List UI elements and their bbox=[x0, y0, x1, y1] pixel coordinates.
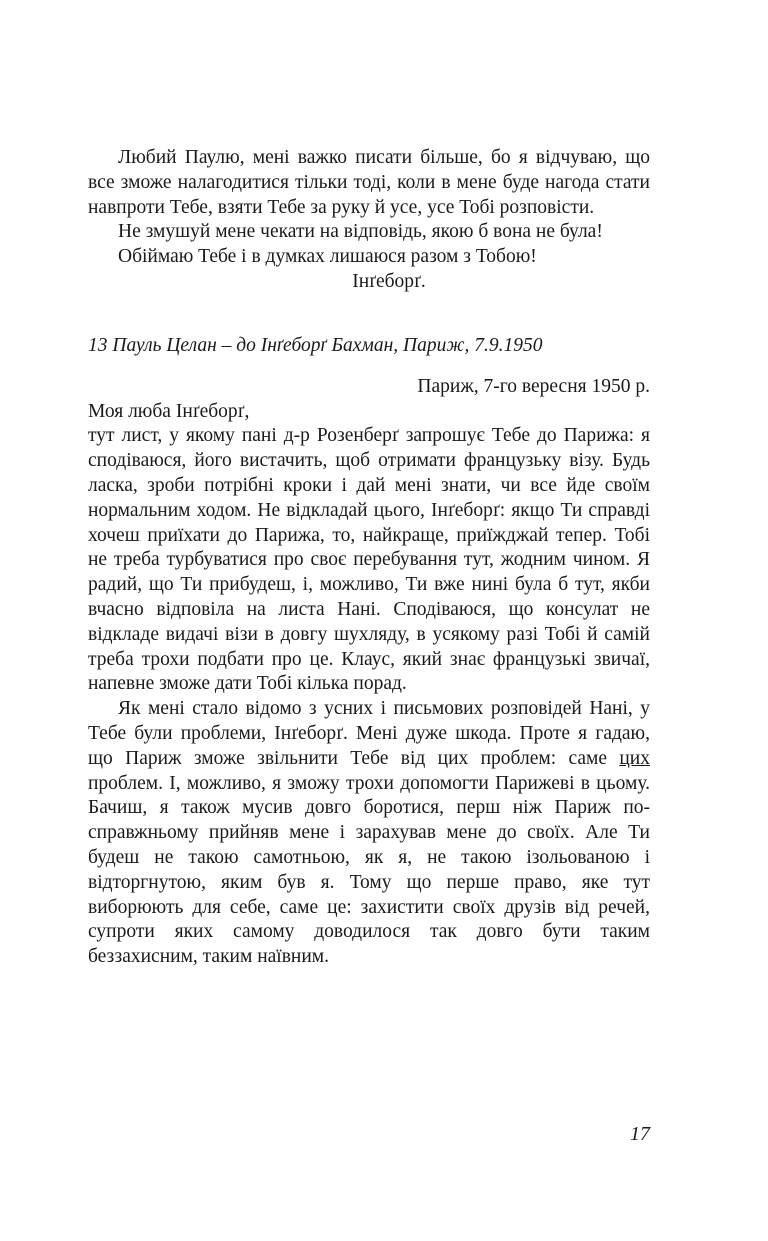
underlined-word: цих bbox=[619, 747, 650, 769]
letter-heading: 13 Пауль Целан – до Інґеборґ Бахман, Париж, 7.9.1950 bbox=[88, 334, 543, 356]
letter-paragraph bbox=[88, 697, 650, 970]
letter-paragraph: тут лист, у якому пані д-р Розенберґ запрошує Тебе до Парижа: я сподіваюся, його вистачить, щоб отримати французьку візу. Будь ласка, зроби потрібні кроки і дай мені знати, чи все йде своїм нормальним ходом. Не відкладай цього, Інґеборґ: якщо Ти справді хочеш приїхати до Парижа, то, найкраще, приїжджай тепер. Тобі не треба турбуватися про своє перебування тут, жодним чином. Я радий, що Ти прибудеш, і, можливо, Ти вже нині була б тут, якби вчасно відповіла на листа Нані. Сподіваюся, що консулат не відкладе видачі візи в довгу шухляду, в усякому разі Тобі й самій треба трохи подбати про це. Клаус, який знає французькі звичаї, напевне зможе дати Тобі кілька порад. bbox=[88, 425, 650, 695]
page-number: 17 bbox=[630, 1123, 650, 1145]
letter-paragraph: Любий Паулю, мені важко писати більше, бо я відчуваю, що все зможе налагодитися тільки тоді, коли в мене буде нагода стати навпроти Тебе, взяти Тебе за руку й усе, усе Тобі розповісти. bbox=[88, 147, 650, 218]
letter-paragraph: Не змушуй мене чекати на відповідь, якою б вона не була! bbox=[118, 221, 603, 243]
text-run: проблем. І, можливо, я зможу трохи допомогти Парижеві в цьому. Бачиш, я також мусив довго боротися, перш ніж Париж по-справжньому прийняв мене і зарахував мене до своїх. Але Ти будеш не такою самотньою, як я, не такою ізольованою і відторгнутою, яким був я. Тому що перше право, яке тут виборюють для себе, саме це: захистити своїх друзів від речей, супроти яких самому доводилося так довго бути таким беззахисним, таким наївним. bbox=[88, 772, 650, 968]
text-run: Як мені стало відомо з усних і письмових розповідей Нані, у Тебе були проблеми, Інґеборґ. Мені дуже шкода. Проте я гадаю, що Париж зможе звільнити Тебе від цих проблем: саме bbox=[88, 698, 650, 769]
salutation: Моя люба Інґеборґ, bbox=[88, 400, 250, 422]
signature: Інґеборґ. bbox=[352, 270, 426, 292]
dateline: Париж, 7-го вересня 1950 р. bbox=[417, 375, 650, 397]
letter-paragraph: Обіймаю Тебе і в думках лишаюся разом з Тобою! bbox=[118, 246, 537, 268]
page-body bbox=[88, 146, 650, 970]
